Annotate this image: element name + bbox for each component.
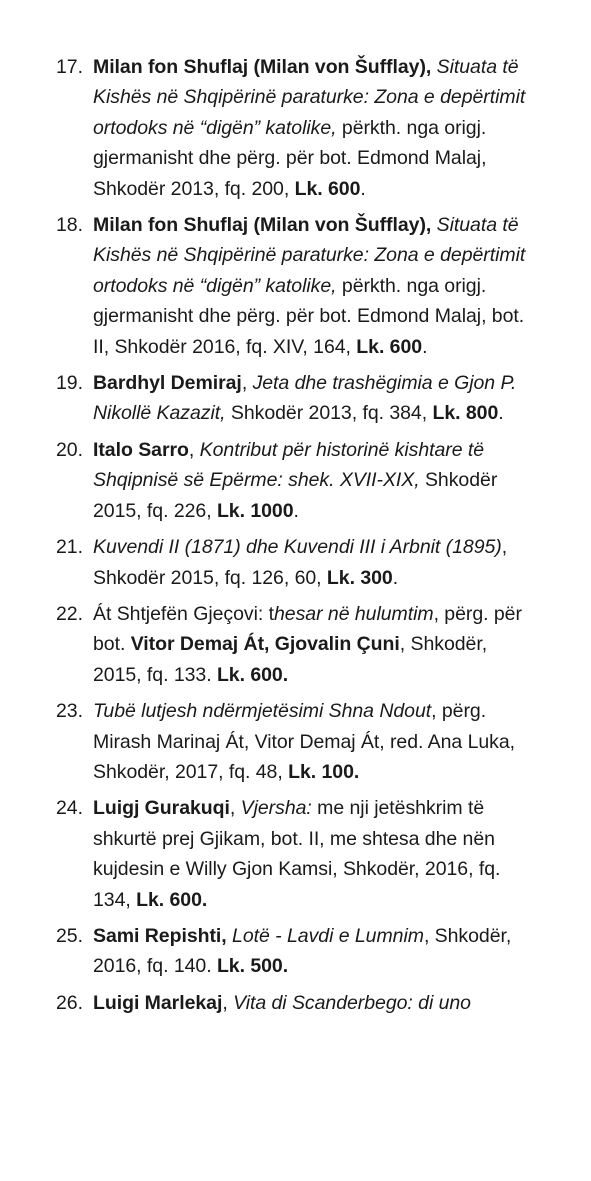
entry-number: 26. xyxy=(56,991,83,1014)
bold-text: Milan fon Shuflaj (Milan von Šufflay), xyxy=(93,214,432,237)
bold-text: Bardhyl Demiraj xyxy=(93,372,242,395)
entry-text xyxy=(93,52,531,204)
list-item xyxy=(56,368,531,429)
bold-text: Lk. 600. xyxy=(216,663,289,686)
plain-text: me nji jetëshkrim të shkurtë prej Gjikam, bot. II, me shtesa dhe nën kujdesin e Willy Gjon Kamsi, Shkodër, 2016, fq. 134, xyxy=(93,797,501,911)
bold-text: Lk. 500. xyxy=(216,955,289,978)
plain-text: . xyxy=(392,566,399,589)
entry-text xyxy=(93,696,531,787)
entry-text xyxy=(93,210,531,362)
plain-text: . xyxy=(422,335,428,358)
entry-text xyxy=(93,435,531,526)
entry-text xyxy=(93,921,531,982)
plain-text: . xyxy=(293,499,299,522)
italic-title: Kontribut për historinë kishtare të Shqipnisë së Epërme: shek. XVII-XIX, xyxy=(93,438,485,492)
entry-number: 17. xyxy=(56,56,83,78)
entry-number: 19. xyxy=(56,372,83,395)
bold-text: Lk. 300 xyxy=(326,566,393,589)
italic-title: Situata të Kishës në Shqipërinë paraturke: Zona e depërtimit ortodoks në “digën” katolike, xyxy=(93,214,526,297)
plain-text: , xyxy=(229,797,241,820)
entry-number: 22. xyxy=(56,602,83,625)
plain-text: . xyxy=(498,402,504,425)
bold-text: Lk. 600 xyxy=(294,177,361,200)
list-item xyxy=(56,696,531,787)
entry-text xyxy=(93,988,531,1018)
list-item xyxy=(56,52,531,204)
list-item xyxy=(56,210,531,362)
bold-text: Lk. 800 xyxy=(432,402,499,425)
entry-number: 25. xyxy=(56,924,83,947)
plain-text: , xyxy=(222,991,234,1014)
bold-text: Italo Sarro xyxy=(93,438,189,461)
entry-number: 24. xyxy=(56,797,83,820)
italic-title: Situata të Kishës në Shqipërinë paraturke: Zona e depërtimit ortodoks në “digën” katolike, xyxy=(93,56,526,139)
bold-text: Sami Repishti, xyxy=(93,924,227,947)
plain-text: , Shkodër, 2015, fq. 133. xyxy=(93,633,488,686)
plain-text: , përg. Mirash Marinaj Át, Vitor Demaj Át, red. Ana Luka, Shkodër, 2017, fq. 48, xyxy=(93,700,516,783)
plain-text: Át Shtjefën Gjeçovi: t xyxy=(93,602,274,625)
italic-title: Vita di Scanderbego: di uno xyxy=(233,991,471,1014)
plain-text: përkth. nga origj. gjermanisht dhe përg. për bot. Edmond Malaj, Shkodër 2013, fq. 200, xyxy=(93,116,487,200)
list-item xyxy=(56,988,531,1018)
entry-number: 23. xyxy=(56,700,83,723)
plain-text: . xyxy=(360,177,366,200)
bold-text: Luigi Marlekaj xyxy=(93,991,223,1014)
entry-number: 21. xyxy=(56,536,83,559)
bold-text: Lk. 600 xyxy=(356,335,423,358)
italic-title: Kuvendi II (1871) dhe Kuvendi III i Arbnit (1895) xyxy=(93,536,502,559)
plain-text: , Shkodër, 2016, fq. 140. xyxy=(93,924,512,978)
entry-text xyxy=(93,532,531,593)
plain-text: Shkodër 2013, fq. 384, xyxy=(225,402,433,425)
list-item xyxy=(56,435,531,526)
plain-text: Shkodër 2015, fq. 226, xyxy=(93,469,498,522)
plain-text: , xyxy=(241,372,253,395)
plain-text: , përg. për bot. xyxy=(93,602,522,656)
list-item xyxy=(56,532,531,593)
italic-title: hesar në hulumtim xyxy=(274,602,434,625)
italic-title: Tubë lutjesh ndërmjetësimi Shna Ndout xyxy=(93,700,432,723)
plain-text: , Shkodër 2015, fq. 126, 60, xyxy=(93,536,508,589)
bold-text: Vitor Demaj Át, Gjovalin Çuni xyxy=(130,633,400,656)
entry-text xyxy=(93,368,531,429)
list-item xyxy=(56,921,531,982)
list-item xyxy=(56,599,531,690)
plain-text: , xyxy=(188,438,200,461)
entry-number: 18. xyxy=(56,214,83,237)
bold-text: Milan fon Shuflaj (Milan von Šufflay), xyxy=(93,56,432,78)
bold-text: Luigj Gurakuqi xyxy=(93,797,230,820)
bold-text: Lk. 100. xyxy=(288,760,360,783)
italic-title: Vjersha: xyxy=(240,797,312,820)
entry-text xyxy=(93,793,531,915)
bibliography-list xyxy=(56,52,531,1018)
entry-number: 20. xyxy=(56,438,83,461)
bold-text: Lk. 1000 xyxy=(216,499,294,522)
plain-text: përkth. nga origj. gjermanisht dhe përg. për bot. Edmond Malaj, bot. II, Shkodër 2016, fq. XIV, 164, xyxy=(93,274,525,358)
italic-title: Lotë - Lavdi e Lumnim xyxy=(232,924,424,947)
bold-text: Lk. 600. xyxy=(136,888,208,911)
italic-title: Jeta dhe trashëgimia e Gjon P. Nikollë Kazazit, xyxy=(93,372,517,425)
list-item xyxy=(56,793,531,915)
entry-text xyxy=(93,599,531,690)
